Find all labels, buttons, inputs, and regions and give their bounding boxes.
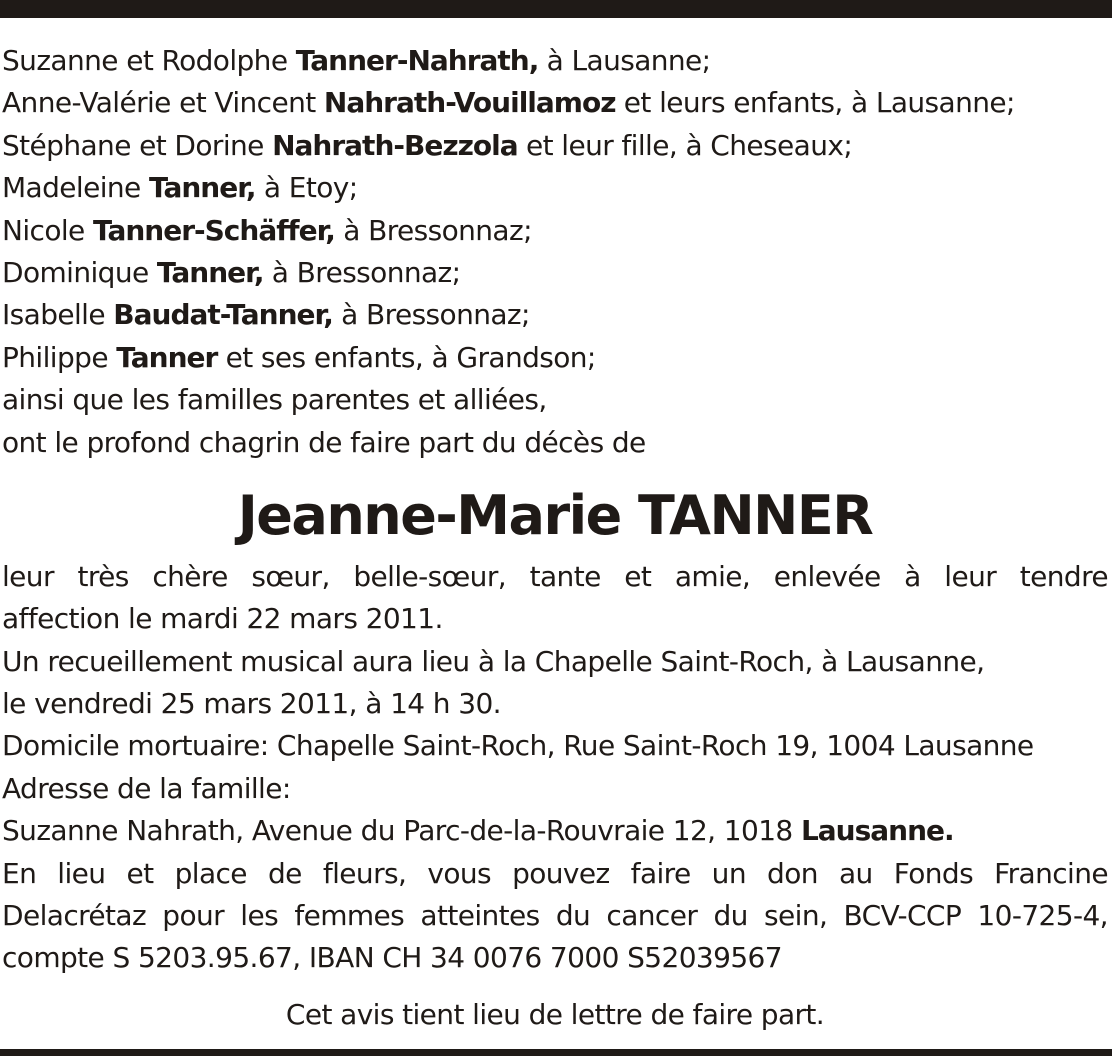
bottom-rule: [0, 1049, 1112, 1056]
family-line: Nicole Tanner-Schäffer, à Bressonnaz;: [2, 213, 532, 247]
body-line: leur très chère sœur, belle-sœur, tante et amie, enlevée à leur tendre: [2, 559, 1108, 593]
body-line: Domicile mortuaire: Chapelle Saint-Roch, Rue Saint-Roch 19, 1004 Lausanne: [2, 729, 1034, 763]
family-line: Dominique Tanner, à Bressonnaz;: [2, 255, 461, 289]
family-surname: Nahrath-Bezzola: [272, 128, 518, 162]
donation-line: compte S 5203.95.67, IBAN CH 34 0076 7000 S52039567: [2, 941, 782, 975]
family-address: Suzanne Nahrath, Avenue du Parc-de-la-Rouvraie 12, 1018 Lausanne.: [2, 814, 954, 848]
intro-line: ainsi que les familles parentes et alliées,: [2, 383, 547, 417]
donation-line: En lieu et place de fleurs, vous pouvez faire un don au Fonds Francine: [2, 856, 1108, 890]
family-surname: Tanner,: [156, 255, 264, 289]
top-rule: [0, 0, 1112, 18]
family-surname: Tanner-Schäffer,: [92, 213, 335, 247]
body-line: affection le mardi 22 mars 2011.: [2, 602, 443, 636]
family-line: Anne-Valérie et Vincent Nahrath-Vouillamoz et leurs enfants, à Lausanne;: [2, 86, 1015, 120]
family-line: Isabelle Baudat-Tanner, à Bressonnaz;: [2, 298, 530, 332]
family-surname: Tanner-Nahrath,: [295, 44, 539, 77]
body-line: Un recueillement musical aura lieu à la Chapelle Saint-Roch, à Lausanne,: [2, 644, 985, 678]
family-surname: Tanner: [116, 340, 218, 374]
donation-line: Delacrétaz pour les femmes atteintes du cancer du sein, BCV-CCP 10-725-4,: [2, 899, 1108, 933]
family-surname: Baudat-Tanner,: [113, 298, 333, 332]
family-line: Philippe Tanner et ses enfants, à Grandson;: [2, 340, 596, 374]
obituary-notice: [2, 40, 1108, 1036]
family-surname: Nahrath-Vouillamoz: [323, 86, 616, 120]
family-list: [2, 40, 1108, 379]
body-line: Adresse de la famille:: [2, 771, 291, 805]
deceased-name: Jeanne-Marie TANNER: [237, 483, 873, 547]
family-line: Suzanne et Rodolphe Tanner-Nahrath, à Lausanne;: [2, 44, 711, 77]
family-surname: Tanner,: [148, 171, 256, 205]
body-line: le vendredi 25 mars 2011, à 14 h 30.: [2, 687, 501, 721]
address-city: Lausanne.: [800, 814, 954, 848]
closing-note: Cet avis tient lieu de lettre de faire part.: [285, 997, 825, 1031]
family-line: Madeleine Tanner, à Etoy;: [2, 171, 358, 205]
intro-line: ont le profond chagrin de faire part du décès de: [2, 425, 646, 459]
family-line: Stéphane et Dorine Nahrath-Bezzola et leur fille, à Cheseaux;: [2, 128, 853, 162]
